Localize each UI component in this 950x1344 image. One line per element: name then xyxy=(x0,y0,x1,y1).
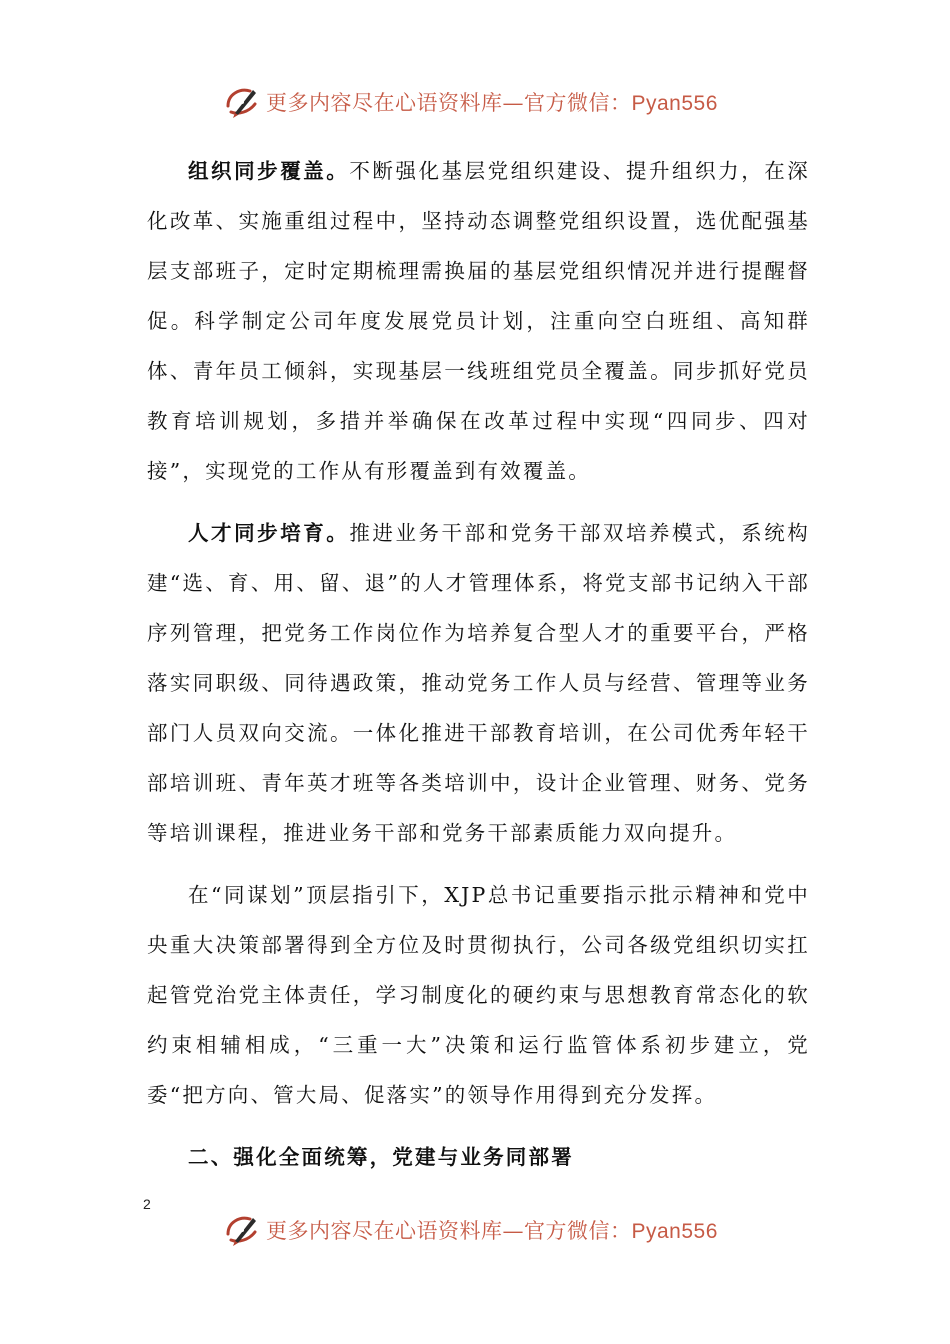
paragraph-talent-lead: 人才同步培育。 xyxy=(188,521,350,545)
section-heading: 二、强化全面统筹，党建与业务同部署 xyxy=(188,1145,574,1169)
footer-watermark-sep: — xyxy=(502,1219,524,1243)
header-watermark-text xyxy=(266,87,718,117)
footer-watermark-text xyxy=(266,1215,718,1245)
paragraph-talent xyxy=(147,508,810,858)
paragraph-organization xyxy=(147,146,810,496)
paragraph-talent-text: 推进业务干部和党务干部双培养模式，系统构建“选、育、用、留、退”的人才管理体系，将党支部书记纳入干部序列管理，把党务工作岗位作为培养复合型人才的重要平台，严格落实同职级、同待遇政策，推动党务工作人员与经营、管理等业务部门人员双向交流。一体化推进干部教育培训，在公司优秀年轻干部培训班、青年英才班等各类培训中，设计企业管理、财务、党务等培训课程，推进业务干部和党务干部素质能力双向提升。 xyxy=(147,521,811,845)
footer-watermark xyxy=(222,1210,718,1250)
header-watermark-label: 官方微信： xyxy=(524,91,632,115)
page-number: 2 xyxy=(143,1196,151,1212)
document-body xyxy=(147,146,810,1182)
paragraph-summary-text: 在“同谋划”顶层指引下，XJP总书记重要指示批示精神和党中央重大决策部署得到全方位及时贯彻执行，公司各级党组织切实扛起管党治党主体责任，学习制度化的硬约束与思想教育常态化的软约束相辅相成，“三重一大”决策和运行监管体系初步建立，党委“把方向、管大局、促落实”的领导作用得到充分发挥。 xyxy=(147,883,810,1107)
paragraph-summary xyxy=(147,870,810,1120)
paragraph-organization-lead: 组织同步覆盖。 xyxy=(188,159,350,183)
quill-pen-logo-icon xyxy=(222,1210,262,1250)
footer-watermark-prefix: 更多内容尽在心语资料库 xyxy=(266,1219,503,1243)
header-watermark-id: Pyan556 xyxy=(631,92,718,115)
header-watermark-prefix: 更多内容尽在心语资料库 xyxy=(266,91,503,115)
footer-watermark-id: Pyan556 xyxy=(631,1220,718,1243)
header-watermark xyxy=(222,82,718,122)
header-watermark-sep: — xyxy=(502,91,524,115)
quill-pen-logo-icon xyxy=(222,82,262,122)
paragraph-organization-text: 不断强化基层党组织建设、提升组织力，在深化改革、实施重组过程中，坚持动态调整党组织设置，选优配强基层支部班子，定时定期梳理需换届的基层党组织情况并进行提醒督促。科学制定公司年度发展党员计划，注重向空白班组、高知群体、青年员工倾斜，实现基层一线班组党员全覆盖。同步抓好党员教育培训规划，多措并举确保在改革过程中实现“四同步、四对接”，实现党的工作从有形覆盖到有效覆盖。 xyxy=(147,159,811,483)
footer-watermark-label: 官方微信： xyxy=(524,1219,632,1243)
